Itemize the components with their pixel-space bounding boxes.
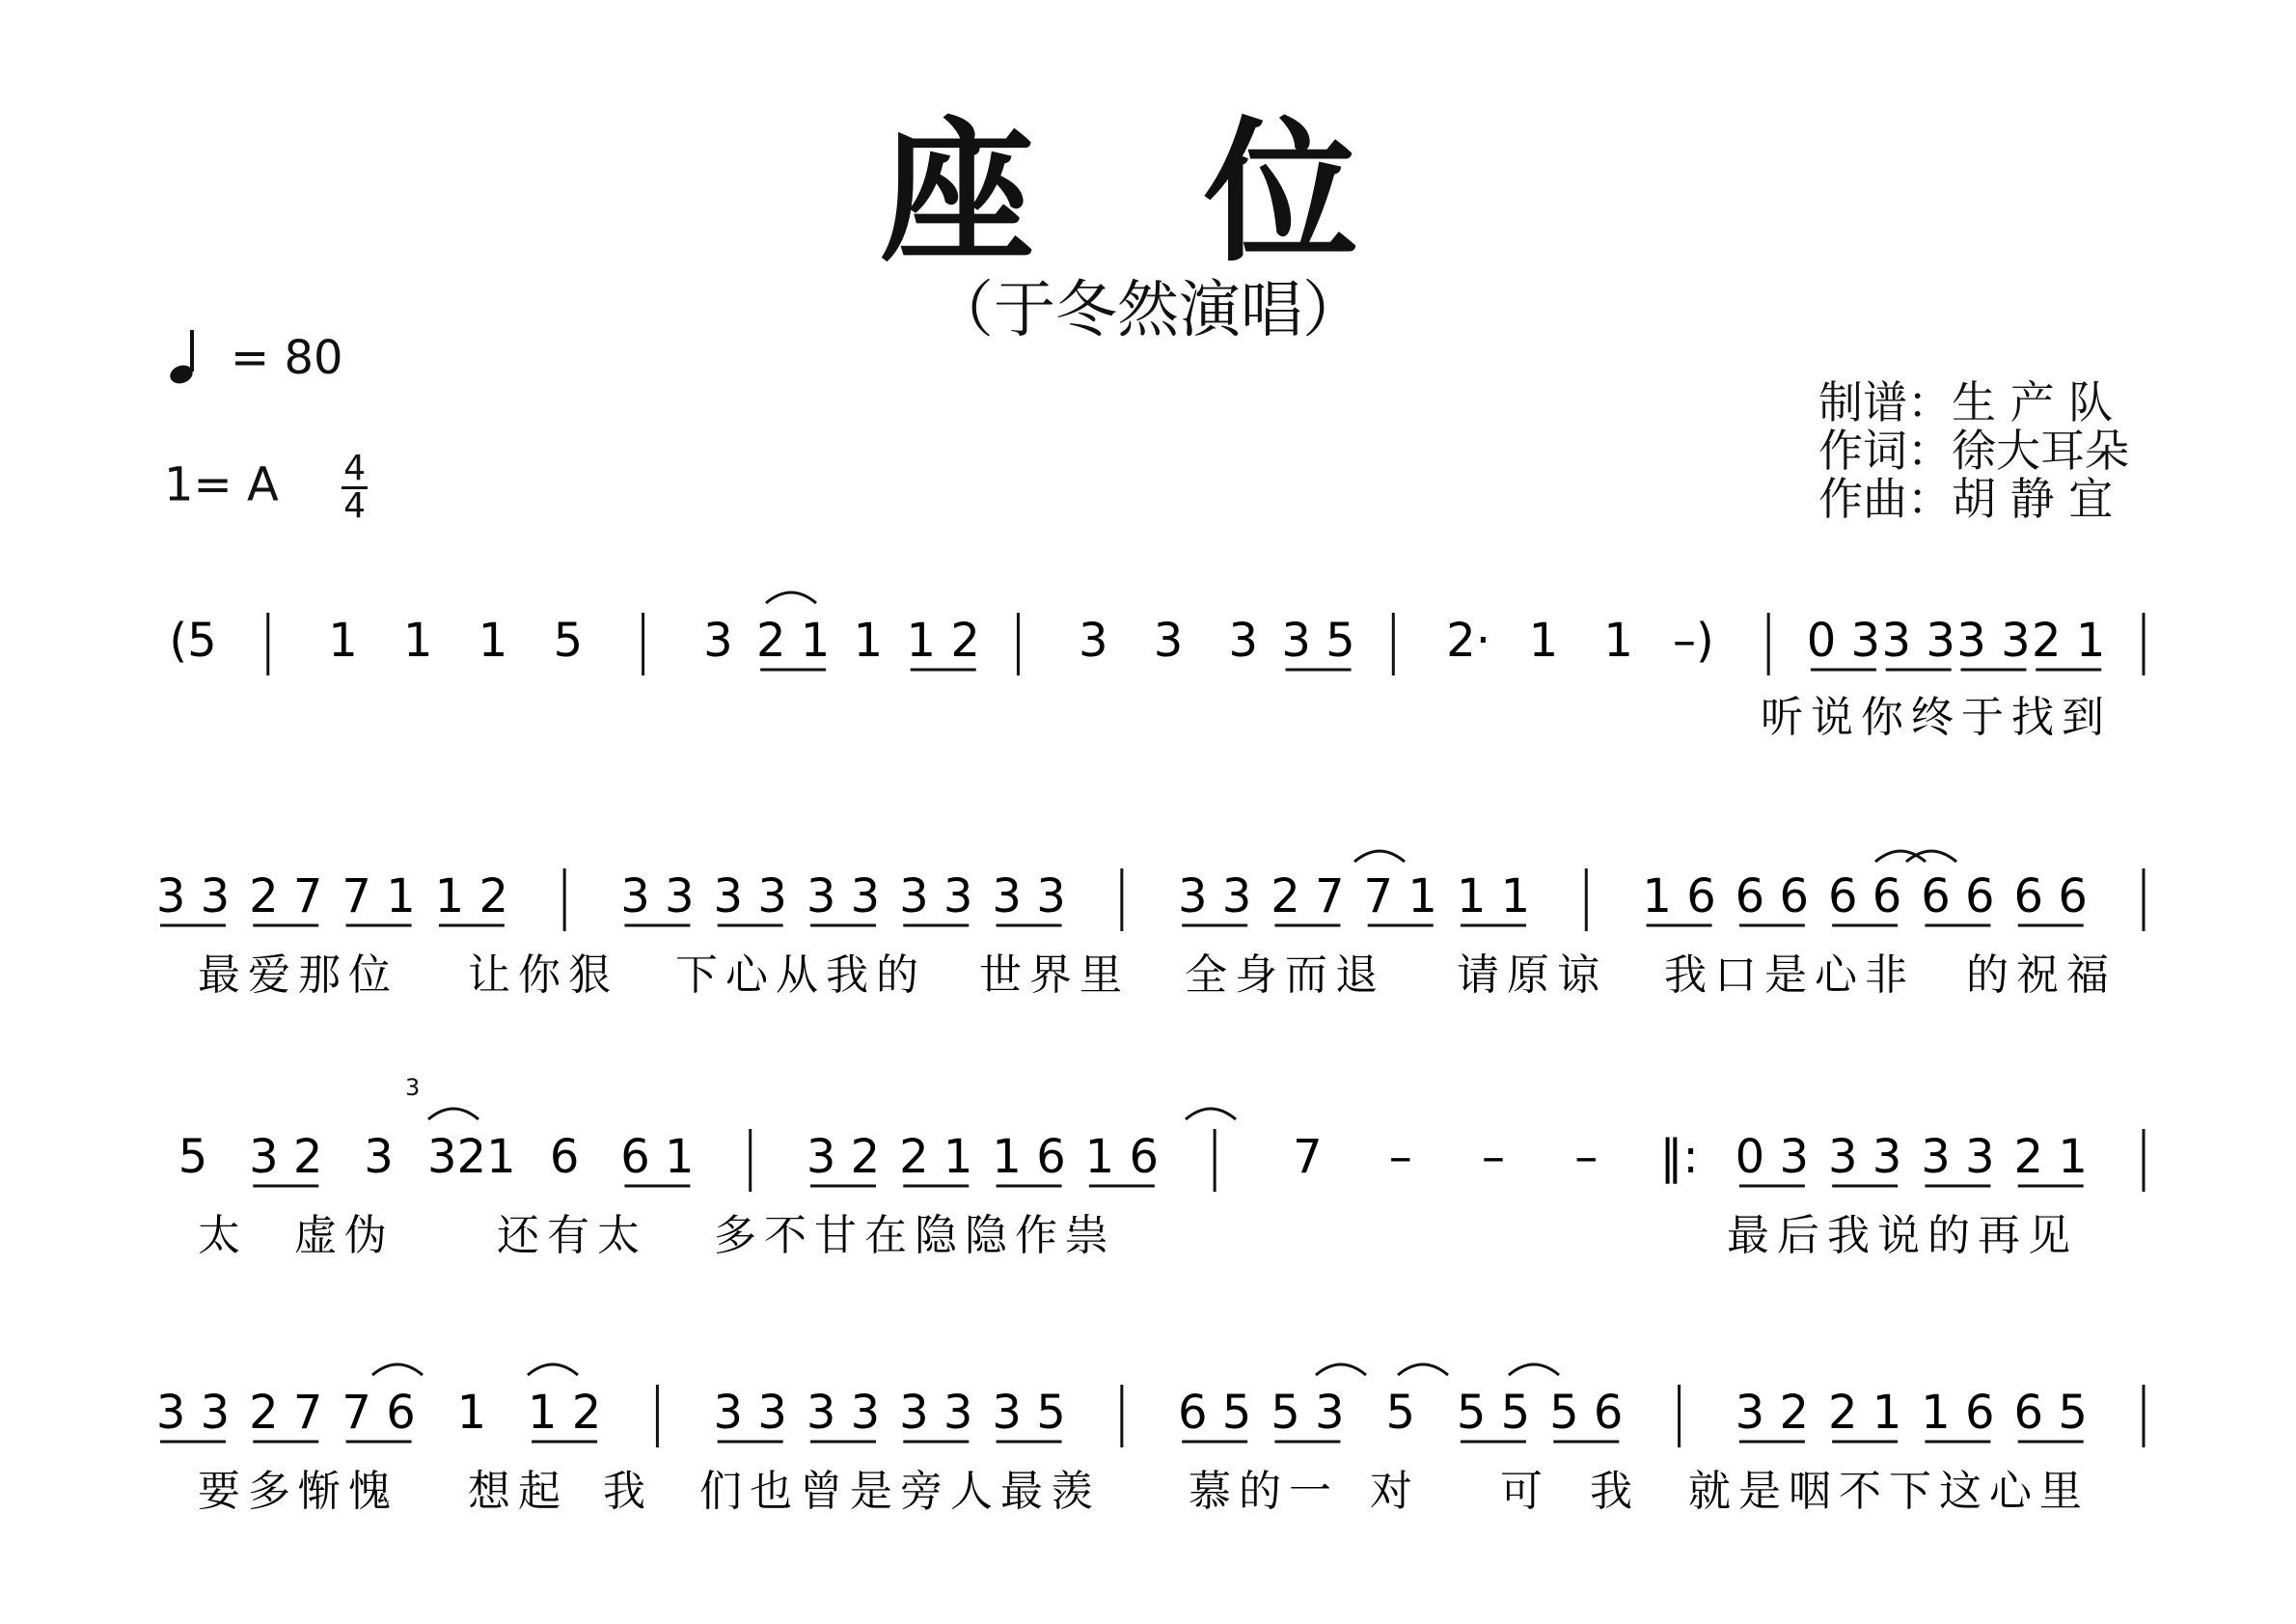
note-group: 1 <box>478 614 508 668</box>
note-group: 5 <box>178 1130 208 1184</box>
note-group: 1 <box>456 1386 487 1440</box>
time-signature-bottom: 4 <box>343 486 367 526</box>
note-group: 2 7 <box>1271 869 1345 923</box>
credit-lyrics: 作词：徐大耳朵 <box>1818 425 2129 477</box>
note-group: 1 <box>403 614 433 668</box>
slur-arc <box>428 1109 478 1119</box>
note-group: 1 6 <box>992 1130 1066 1184</box>
note-group: 5 3 <box>1271 1386 1345 1440</box>
slur-arc <box>1186 1109 1236 1119</box>
lyric-line: 最后我说的再见 <box>1727 1211 2078 1260</box>
note-group: 2 7 <box>249 869 323 923</box>
lyric-line: 听说你终于找到 <box>1761 693 2112 742</box>
note-group: 6 5 <box>1177 1386 1252 1440</box>
time-signature-top: 4 <box>343 449 367 488</box>
lyric-line: 想起 <box>468 1467 568 1516</box>
note-group: 1 6 <box>1084 1130 1160 1184</box>
note-group: 321 <box>427 1130 516 1184</box>
note-group: 6 6 <box>1827 869 1902 923</box>
note-group: 6 6 <box>1735 869 1810 923</box>
credit-music: 作曲：胡 静 宜 <box>1818 473 2114 525</box>
note-group: 3 2 <box>1735 1386 1810 1440</box>
song-subtitle: （于冬然演唱） <box>932 275 1364 346</box>
note-group: 7 6 <box>342 1386 416 1440</box>
note-group: 2 1 <box>899 1130 973 1184</box>
slur-arc <box>1354 851 1405 862</box>
note-group: 2 7 <box>249 1386 323 1440</box>
note-group: 3 3 <box>992 869 1066 923</box>
note-group: 5 <box>553 614 584 668</box>
note-group: –) <box>1673 614 1714 668</box>
note-group: 3 3 <box>1881 614 1955 668</box>
note-group: 5 6 <box>1549 1386 1624 1440</box>
triplet-mark: 3 <box>405 1074 421 1101</box>
note-group: 3 3 <box>1827 1130 1902 1184</box>
slur-arc <box>1398 1364 1448 1375</box>
lyric-line: 慕的一 <box>1189 1467 1339 1516</box>
tempo-value: = 80 <box>231 331 343 385</box>
note-group: 7 1 <box>342 869 416 923</box>
note-group: 2 1 <box>1827 1386 1902 1440</box>
note-group: 1 <box>1528 614 1559 668</box>
note-group: 7 <box>1293 1130 1323 1184</box>
note-group: 1 6 <box>1642 869 1716 923</box>
note-group: 6 6 <box>1921 869 1995 923</box>
note-group: ‖: <box>1659 1130 1699 1184</box>
lyric-line: 请原谅 <box>1457 950 1607 1000</box>
lyric-line: 就是咽不下这心里 <box>1688 1467 2090 1516</box>
lyric-line: 世界里 <box>979 950 1130 1000</box>
lyric-line: 对 <box>1370 1467 1420 1516</box>
note-group: 6 6 <box>2013 869 2088 923</box>
note-group: 3 3 <box>620 869 695 923</box>
note-group: 1 <box>853 614 884 668</box>
note-group: 2 1 <box>755 614 831 668</box>
note-group: 5 5 <box>1456 1386 1531 1440</box>
note-group: 3 3 <box>806 869 881 923</box>
note-group: 6 5 <box>2013 1386 2088 1440</box>
lyric-line: 还有太 <box>497 1211 647 1260</box>
note-group: – <box>1574 1130 1599 1184</box>
note-group: 3 3 <box>155 869 231 923</box>
lyric-line: 太 <box>198 1211 248 1260</box>
note-group: 1 2 <box>434 869 509 923</box>
slur-arc <box>766 592 816 603</box>
credit-score: 制谱：生 产 队 <box>1818 376 2114 428</box>
note-group: 1 1 <box>1456 869 1531 923</box>
lyric-line: 我 <box>603 1467 653 1516</box>
lyric-line: 我 <box>1590 1467 1640 1516</box>
slur-arc <box>1509 1364 1559 1375</box>
note-group: 3 3 <box>806 1386 881 1440</box>
slur-arc <box>1316 1364 1366 1375</box>
note-group: 3 2 <box>806 1130 881 1184</box>
note-group: 1 6 <box>1921 1386 1995 1440</box>
note-group: 6 1 <box>620 1130 695 1184</box>
note-group: 3 3 <box>899 1386 973 1440</box>
note-group: 1 <box>328 614 358 668</box>
slur-arc <box>528 1364 578 1375</box>
lyric-line: 虚伪 <box>294 1211 395 1260</box>
note-group: 1 <box>1603 614 1633 668</box>
note-group: 3 2 <box>249 1130 323 1184</box>
note-group: 2 1 <box>2032 614 2106 668</box>
note-group: 1 2 <box>906 614 980 668</box>
lyric-line: 们也曾是旁人最羡 <box>699 1467 1101 1516</box>
note-group: 3 <box>1078 614 1108 668</box>
note-group: 3 3 <box>713 1386 787 1440</box>
lyric-line: 的祝福 <box>1966 950 2117 1000</box>
note-group: 3 3 <box>1177 869 1252 923</box>
note-group: 3 <box>364 1130 394 1184</box>
note-group: 1 2 <box>527 1386 602 1440</box>
lyric-line: 全身而退 <box>1185 950 1385 1000</box>
lyric-line: 要多惭愧 <box>198 1467 398 1516</box>
note-group: – <box>1482 1130 1505 1184</box>
note-group: 3 <box>703 614 733 668</box>
lyric-line: 最爱那位 <box>198 950 398 1000</box>
lyric-line: 下心从我的 <box>675 950 926 1000</box>
note-group: – <box>1388 1130 1412 1184</box>
note-group: 3 3 <box>1956 614 2031 668</box>
note-group: (5 <box>169 614 217 668</box>
key-label: 1= A <box>164 457 279 512</box>
note-group: 7 1 <box>1363 869 1437 923</box>
note-group: 3 3 <box>1921 1130 1995 1184</box>
note-group: 5 <box>1385 1386 1415 1440</box>
note-group: 3 3 <box>155 1386 231 1440</box>
note-group: 2 1 <box>2013 1130 2088 1184</box>
note-group: 3 <box>1228 614 1259 668</box>
note-group: 2· <box>1446 614 1490 668</box>
note-group: 0 3 <box>1806 614 1881 668</box>
lyric-line: 可 <box>1500 1467 1550 1516</box>
slur-arc <box>372 1364 423 1375</box>
lyric-line: 让你狠 <box>468 950 618 1000</box>
note-group: 3 5 <box>1281 614 1355 668</box>
note-group: 3 3 <box>713 869 787 923</box>
note-group: 0 3 <box>1735 1130 1810 1184</box>
lyric-line: 多不甘在隐隐作祟 <box>714 1211 1115 1260</box>
note-group: 3 3 <box>899 869 973 923</box>
note-group: 3 5 <box>992 1386 1066 1440</box>
lyric-line: 我口是心非 <box>1664 950 1915 1000</box>
song-title: 座 位 <box>880 102 1416 283</box>
note-group: 3 <box>1153 614 1184 668</box>
note-group: 6 <box>549 1130 580 1184</box>
